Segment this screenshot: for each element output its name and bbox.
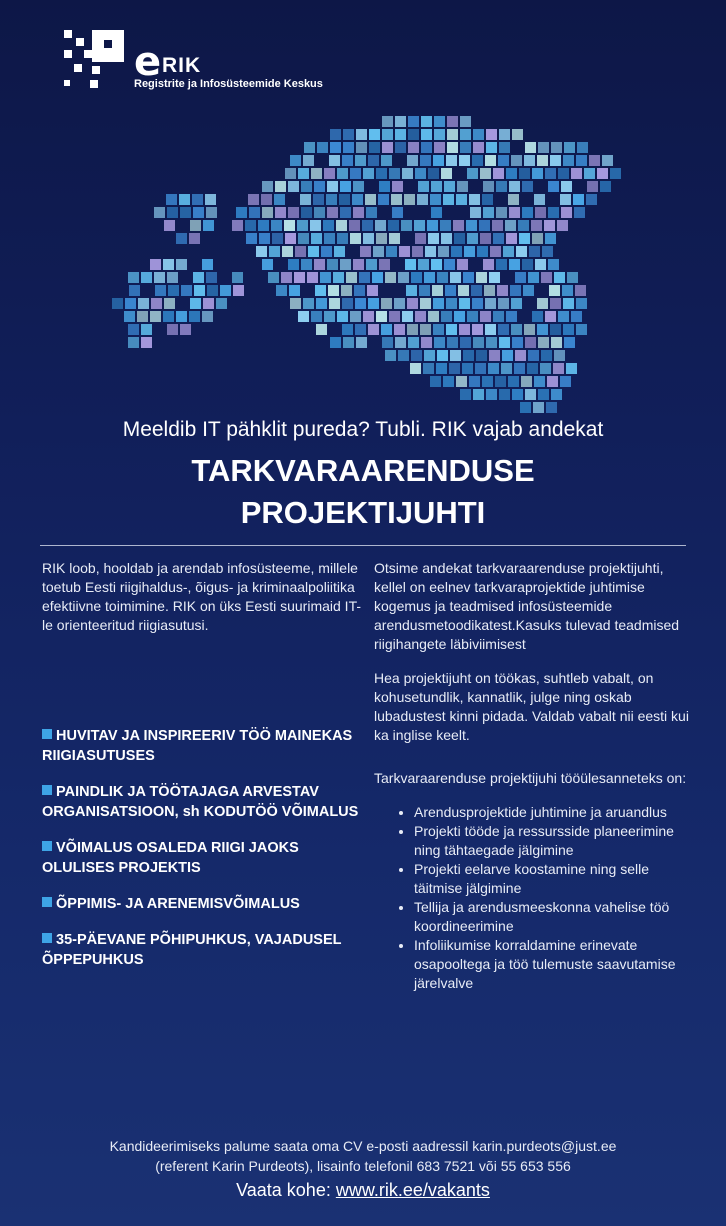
benefits-list xyxy=(42,726,364,986)
task-item: • Arendusprojektide juhtimine ja aruandlus xyxy=(414,803,694,822)
candidate-qualities: Hea projektijuht on töökas, suhtleb vabalt, on kohusetundlik, kannatlik, julge ning oskab lubadustest kinni pidada. Valdab vabalt nii eesti kui ka inglise keelt. xyxy=(374,670,689,743)
benefit-item xyxy=(42,930,364,970)
vacancy-link-prefix: Vaata kohe: xyxy=(236,1180,336,1200)
task-item: • Tellija ja arendusmeeskonna vahelise töö koordineerimine xyxy=(414,898,694,936)
tasks-intro: Tarkvaraarenduse projektijuhi tööülesanneteks on: xyxy=(374,770,687,786)
divider xyxy=(40,545,686,546)
benefit-item xyxy=(42,894,364,914)
logo-rik: RIK xyxy=(162,54,202,77)
benefit-text: HUVITAV JA INSPIREERIV TÖÖ MAINEKAS RIIGIASUTUSES xyxy=(42,728,353,764)
right-column xyxy=(374,559,694,993)
benefit-text: PAINDLIK JA TÖÖTAJAGA ARVESTAV ORGANISATSIOON, sh KODUTÖÖ VÕIMALUS xyxy=(42,784,359,820)
left-column xyxy=(42,559,364,635)
tasks-list xyxy=(374,803,694,993)
benefit-text: VÕIMALUS OSALEDA RIIGI JAOKS OLULISES PROJEKTIS xyxy=(42,840,299,876)
square-bullet-icon xyxy=(42,841,52,851)
contact-info xyxy=(0,1137,726,1176)
square-bullet-icon xyxy=(42,933,52,943)
task-item: • Infoliikumise korraldamine erinevate osapooltega ja töö tulemuste saavutamise järelvalve xyxy=(414,936,694,993)
benefit-item xyxy=(42,782,364,822)
job-title-line1: TARKVARAARENDUSE xyxy=(191,453,535,488)
benefit-text: ÕPPIMIS- JA ARENEMISVÕIMALUS xyxy=(56,896,300,912)
vacancy-link-line xyxy=(0,1180,726,1201)
benefit-item xyxy=(42,838,364,878)
benefit-item xyxy=(42,726,364,766)
job-title xyxy=(0,450,726,534)
contact-line-1: Kandideerimiseks palume saata oma CV e-posti aadressil karin.purdeots@just.ee xyxy=(109,1138,617,1154)
search-description: Otsime andekat tarkvaraarenduse projektijuhti, kellel on eelnev tarkvaraprojektide juhtimise kogemus ja teadmised infosüsteemide arendusmetoodikatest.Kasuks tulevad teadmised riigihangete läbiviimisest xyxy=(374,560,680,652)
benefit-text: 35-PÄEVANE PÕHIPUHKUS, VAJADUSEL ÕPPEPUHKUS xyxy=(42,932,342,968)
task-item: • Projekti eelarve koostamine ning selle täitmise jälgimine xyxy=(414,860,694,898)
job-title-line2: PROJEKTIJUHTI xyxy=(240,495,486,530)
contact-line-2: (referent Karin Purdeots), lisainfo telefonil 683 7521 või 55 653 556 xyxy=(155,1157,571,1174)
tagline: Meeldib IT pähklit pureda? Tubli. RIK vajab andekat xyxy=(122,418,604,441)
vacancy-link[interactable]: www.rik.ee/vakants xyxy=(335,1180,490,1200)
task-item: • Projekti tööde ja ressursside planeerimine ning tähtaegade jälgimine xyxy=(414,822,694,860)
logo-subtitle: Registrite ja Infosüsteemide Keskus xyxy=(134,78,323,90)
logo-e: e xyxy=(134,39,162,85)
square-bullet-icon xyxy=(42,729,52,739)
estonia-pixel-map-icon xyxy=(0,0,726,420)
square-bullet-icon xyxy=(42,785,52,795)
company-intro: RIK loob, hooldab ja arendab infosüsteeme, millele toetub Eesti riigihaldus-, õigus- ja kriminaalpoliitika efektiivne toimimine. RIK on üks Eesti suurimaid IT-le orienteeritud riigiasutusi. xyxy=(42,560,362,633)
square-bullet-icon xyxy=(42,897,52,907)
